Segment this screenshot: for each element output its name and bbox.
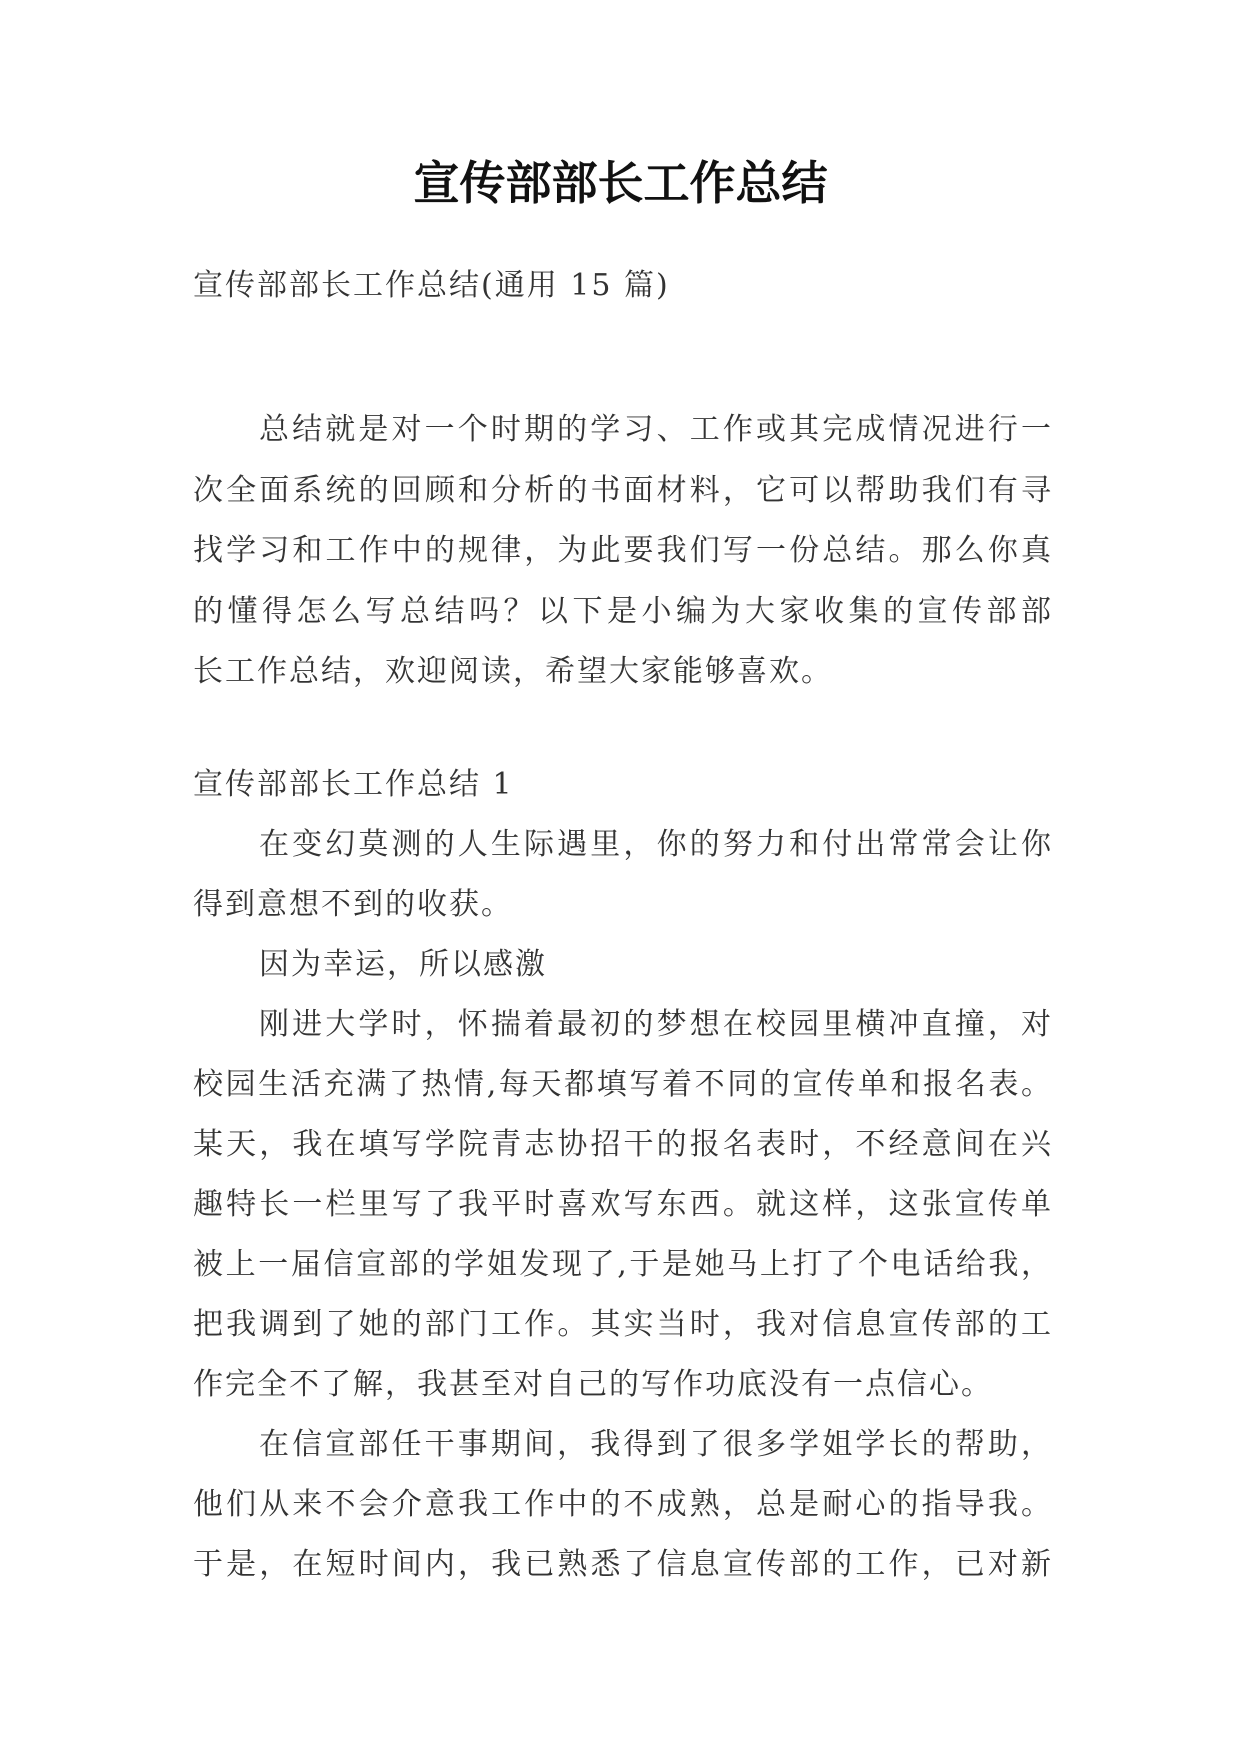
paragraph-line: 趣特长一栏里写了我平时喜欢写东西。就这样，这张宣传单 — [193, 1187, 1053, 1222]
intro-line: 总结就是对一个时期的学习、工作或其完成情况进行一 — [259, 412, 1053, 447]
paragraph-line: 作完全不了解，我甚至对自己的写作功底没有一点信心。 — [193, 1367, 993, 1402]
paragraph-line: 在信宣部任干事期间，我得到了很多学姐学长的帮助， — [259, 1427, 1053, 1462]
body-paragraph — [193, 995, 1053, 1415]
document-title: 宣传部部长工作总结 — [413, 156, 828, 210]
body-paragraph — [193, 815, 1053, 935]
section-body — [193, 815, 1053, 1595]
paragraph-line: 因为幸运，所以感激 — [259, 947, 547, 982]
intro-line: 的懂得怎么写总结吗？以下是小编为大家收集的宣传部部 — [193, 593, 1053, 629]
document-subtitle: 宣传部部长工作总结(通用 15 篇) — [193, 268, 670, 303]
paragraph-line: 被上一届信宣部的学姐发现了,于是她马上打了个电话给我， — [193, 1247, 1053, 1282]
intro-paragraph — [193, 400, 1053, 703]
body-paragraph — [193, 1415, 1053, 1595]
paragraph-line: 校园生活充满了热情,每天都填写着不同的宣传单和报名表。 — [193, 1067, 1053, 1102]
section-heading: 宣传部部长工作总结 1 — [193, 767, 514, 802]
paragraph-line: 把我调到了她的部门工作。其实当时，我对信息宣传部的工 — [193, 1307, 1053, 1342]
intro-line: 找学习和工作中的规律，为此要我们写一份总结。那么你真 — [193, 533, 1053, 568]
paragraph-line: 刚进大学时，怀揣着最初的梦想在校园里横冲直撞，对 — [259, 1007, 1053, 1042]
intro-line: 次全面系统的回顾和分析的书面材料，它可以帮助我们有寻 — [193, 472, 1053, 508]
paragraph-line: 在变幻莫测的人生际遇里，你的努力和付出常常会让你 — [259, 827, 1053, 862]
paragraph-line: 他们从来不会介意我工作中的不成熟，总是耐心的指导我。 — [193, 1487, 1053, 1522]
paragraph-line: 于是，在短时间内，我已熟悉了信息宣传部的工作，已对新 — [193, 1547, 1053, 1582]
paragraph-line: 某天，我在填写学院青志协招干的报名表时，不经意间在兴 — [193, 1127, 1053, 1162]
body-paragraph — [193, 935, 1053, 995]
paragraph-line: 得到意想不到的收获。 — [193, 887, 513, 922]
intro-line: 长工作总结，欢迎阅读，希望大家能够喜欢。 — [193, 654, 833, 689]
